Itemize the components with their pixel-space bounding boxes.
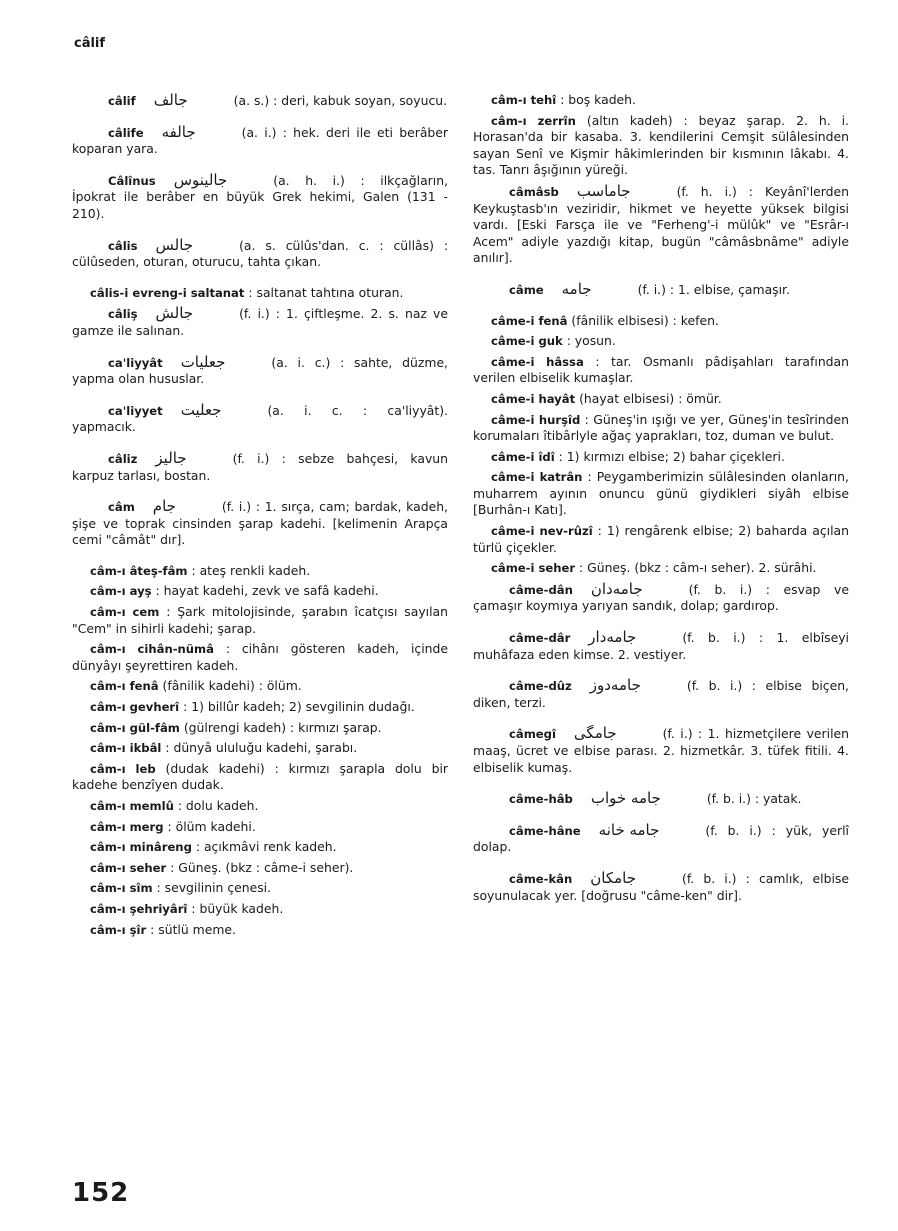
definition: (a. i.) : hek. deri ile eti berâber koparan yara.: [72, 124, 448, 157]
headword: câlif: [108, 94, 136, 108]
dictionary-subentry: [72, 839, 448, 856]
definition: : tar. Osmanlı pâdişahları tarafından verilen elbiselik kumaşlar.: [473, 353, 849, 386]
definition: (a. h. i.) : ilkçağların, İpokrat ile berâber en büyük Grek hekimi, Galen (131 - 210).: [72, 172, 448, 221]
dictionary-subentry: [72, 880, 448, 897]
definition: (a. s. cülûs'dan. c. : cüllâs) : cülûseden, oturan, oturucu, tahta çıkan.: [72, 237, 448, 270]
arabic-script: جامه خانه: [598, 820, 660, 839]
definition: (fânilik kadehi) : ölüm.: [162, 678, 302, 694]
running-header: câlif: [74, 36, 106, 51]
headword: câme-hâb: [509, 792, 573, 807]
right-column: [473, 92, 849, 918]
definition: : sevgilinin çenesi.: [156, 880, 272, 896]
headword: câm-ı memlû: [90, 799, 174, 813]
headword: câm-ı tehî: [491, 93, 557, 107]
dictionary-subentry: [473, 523, 849, 556]
headword: câme-i nev-rûzî: [491, 524, 593, 539]
dictionary-subentry: [72, 583, 448, 600]
dictionary-entry: [72, 92, 448, 110]
headword: câm-ı ikbâl: [90, 741, 162, 756]
headword: câm-ı merg: [90, 819, 164, 834]
dictionary-subentry: [473, 469, 849, 519]
definition: (f. b. i.) : elbise biçen, diken, terzi.: [473, 678, 849, 710]
dictionary-subentry: [473, 354, 849, 387]
dictionary-subentry: [72, 604, 448, 637]
dictionary-subentry: [72, 819, 448, 836]
headword: Câlînus: [108, 173, 156, 188]
headword: câme: [509, 282, 544, 297]
dictionary-subentry: [72, 922, 448, 939]
dictionary-entry: [473, 870, 849, 904]
definition: (a. i. c. : ca'liyyât). yapmacık.: [72, 402, 448, 435]
arabic-script: جالف: [153, 91, 188, 109]
headword: câm-ı cem: [90, 605, 160, 620]
dictionary-entry: [72, 402, 448, 436]
headword: câme-hâne: [509, 823, 581, 838]
headword: câm-ı gül-fâm: [90, 720, 180, 735]
definition: : 1) kırmızı elbise; 2) bahar çiçekleri.: [558, 448, 785, 464]
headword: ca'liyyet: [108, 403, 163, 418]
dictionary-entry: [473, 822, 849, 856]
headword: câm-ı minâreng: [90, 840, 192, 855]
dictionary-subentry: [72, 761, 448, 794]
definition: (f. h. i.) : Keyânî'lerden Keykuştasb'ın veziridir, hikmet ve heyette yüksek bilgisi vardı. [Eski Farsça ile ve "Ferheng'-i mülûk" ve "Esrâr-ı Acem" adiyle yazdığı kitap, bugün "câmâsbnâme" adiyle anılır].: [473, 183, 849, 266]
dictionary-entry: [473, 629, 849, 663]
headword: câmâsb: [509, 184, 559, 199]
headword: câme-i fenâ: [491, 313, 568, 328]
dictionary-entry: [72, 498, 448, 549]
headword: câm-ı zerrîn: [491, 113, 576, 128]
definition: : Güneş'in ışığı ve yer, Güneş'in tesîrinden korumaları îtibârlyle ağaç yaprakları, toz, duman ve bulut.: [473, 411, 849, 444]
arabic-script: جالش: [155, 304, 194, 323]
definition: (f. i.) : 1. çiftleşme. 2. s. naz ve gamze ile salınan.: [72, 306, 448, 338]
dictionary-entry: [72, 354, 448, 388]
definition: : Güneş. (bkz : câm-ı seher). 2. sürâhi.: [579, 560, 817, 576]
definition: : Peygamberimizin sülâlesinden olanların, muharrem ayının onuncu günü giydikleri siyâh elbise [Burhân-ı Katı].: [473, 469, 849, 518]
headword: câm-ı fenâ: [90, 679, 159, 694]
arabic-script: جامه‌دوز: [589, 676, 641, 695]
arabic-script: جامه‌دان: [590, 579, 643, 598]
arabic-script: جالس: [155, 235, 194, 254]
definition: : büyük kadeh.: [191, 900, 284, 916]
definition: (hayat elbisesi) : ömür.: [579, 390, 722, 406]
headword: câm: [108, 500, 135, 515]
headword: câm-ı sîm: [90, 881, 153, 896]
headword: câm-ı seher: [90, 860, 167, 875]
dictionary-subentry: [72, 678, 448, 695]
definition: : açıkmâvi renk kadeh.: [195, 839, 337, 855]
arabic-script: جاماسب: [576, 181, 631, 200]
arabic-script: جالفه: [161, 122, 196, 141]
definition: (f. b. i.) : yük, yerlî dolap.: [473, 822, 849, 855]
headword: câm-ı leb: [90, 761, 156, 776]
definition: (f. i.) : 1. sırça, cam; bardak, kadeh, şişe ve toprak cinsinden şarap kadehi. [kelimenin Arapça cemi "câmât" dır].: [72, 499, 448, 548]
definition: (dudak kadehi) : kırmızı şarapla dolu bir kadehe benzîyen dudak.: [72, 760, 448, 793]
arabic-script: جامه: [561, 279, 592, 298]
headword: câme-i îdî: [491, 449, 555, 464]
dictionary-subentry: [72, 720, 448, 737]
headword: câme-i seher: [491, 561, 576, 576]
headword: câme-kân: [509, 871, 573, 886]
definition: : Güneş. (bkz : câme-i seher).: [170, 859, 354, 875]
headword: câm-ı cihân-nümâ: [90, 642, 214, 657]
dictionary-subentry: [72, 860, 448, 877]
headword: câlife: [108, 125, 144, 140]
headword: câme-i guk: [491, 334, 563, 349]
dictionary-entry: [473, 677, 849, 711]
dictionary-entry: [72, 237, 448, 271]
headword: câm-ı âteş-fâm: [90, 563, 188, 578]
dictionary-entry: [72, 124, 448, 158]
definition: : hayat kadehi, zevk ve safâ kadehi.: [155, 583, 379, 599]
definition: (f. b. i.) : yatak.: [706, 791, 802, 807]
dictionary-subentry: [473, 92, 849, 109]
definition: (fânilik elbisesi) : kefen.: [571, 312, 719, 328]
headword: câme-dâr: [509, 631, 571, 646]
headword: câme-i hurşîd: [491, 412, 581, 427]
definition: : ateş renkli kadeh.: [191, 562, 311, 578]
dictionary-subentry: [473, 113, 849, 179]
arabic-script: جالينوس: [173, 170, 228, 189]
definition: (altın kadeh) : beyaz şarap. 2. h. i. Horasan'da bir kasaba. 3. kendilerini Cemşit sülâlesinden sayan Senî ve Kişmir hâkimlerinden bir kısmının lâkabı. 4. tas. Tanrı âşığının yüreği.: [473, 112, 849, 178]
dictionary-entry: [473, 183, 849, 267]
arabic-script: جامه‌دار: [588, 628, 637, 647]
dictionary-subentry: [473, 560, 849, 577]
arabic-script: جعليات: [180, 352, 226, 371]
headword: câm-ı şîr: [90, 922, 147, 937]
headword: câlis: [108, 238, 138, 253]
arabic-script: جام: [152, 497, 176, 516]
headword: ca'liyyât: [108, 355, 163, 370]
dictionary-subentry: [473, 333, 849, 350]
definition: (a. i. c.) : sahte, düzme, yapma olan hususlar.: [72, 354, 448, 387]
dictionary-entry: [72, 450, 448, 484]
definition: : ölüm kadehi.: [167, 818, 256, 834]
definition: : dünyâ ululuğu kadehi, şarabı.: [165, 740, 358, 756]
dictionary-entry: [473, 581, 849, 615]
arabic-script: جامه خواب: [590, 789, 661, 808]
left-column: [72, 92, 448, 942]
definition: (f. b. i.) : esvap ve çamaşır koymıya yarıyan sandık, dolap; gardırop.: [473, 581, 849, 614]
definition: : cihânı gösteren kadeh, içinde dünyâyı şeyrettiren kadeh.: [72, 641, 448, 673]
dictionary-subentry: [72, 563, 448, 580]
definition: : 1) billûr kadeh; 2) sevgilinin dudağı.: [183, 699, 415, 715]
definition: (f. b. i.) : 1. elbîseyi muhâfaza eden kimse. 2. vestiyer.: [473, 630, 849, 662]
definition: : yosun.: [566, 333, 616, 349]
dictionary-subentry: [473, 391, 849, 408]
definition: (f. b. i.) : camlık, elbise soyunulacak yer. [doğrusu "câme-ken" dir].: [473, 870, 849, 903]
definition: (f. i.) : 1. elbise, çamaşır.: [637, 281, 790, 297]
definition: : sütlü meme.: [150, 921, 236, 937]
definition: : boş kadeh.: [560, 92, 636, 107]
headword: câm-ı şehriyârî: [90, 901, 188, 916]
dictionary-subentry: [72, 285, 448, 302]
page-number: 152: [72, 1178, 130, 1208]
definition: (a. s.) : deri, kabuk soyan, soyucu.: [233, 93, 448, 108]
definition: : dolu kadeh.: [177, 798, 259, 813]
definition: (f. i.) : sebze bahçesi, kavun karpuz tarlası, bostan.: [72, 450, 448, 483]
dictionary-subentry: [473, 449, 849, 466]
arabic-script: جعليت: [180, 400, 222, 419]
arabic-script: جامگی: [573, 724, 617, 743]
dictionary-entry: [473, 725, 849, 776]
dictionary-subentry: [473, 313, 849, 330]
definition: : Şark mitolojisinde, şarabın îcatçısı sayılan "Cem" in sihirli kadehi; şarap.: [72, 604, 448, 636]
headword: câliz: [108, 451, 138, 466]
dictionary-entry: [72, 305, 448, 339]
dictionary-subentry: [72, 901, 448, 918]
headword: câme-dân: [509, 582, 573, 597]
headword: câm-ı gevherî: [90, 700, 180, 715]
headword: câme-i hâssa: [491, 354, 584, 369]
headword: câlis-i evreng-i saltanat: [90, 285, 245, 300]
dictionary-subentry: [72, 699, 448, 716]
headword: câmegî: [509, 727, 556, 742]
definition: (gülrengi kadeh) : kırmızı şarap.: [183, 719, 382, 735]
dictionary-entry: [72, 172, 448, 223]
definition: (f. i.) : 1. hizmetçilere verilen maaş, ücret ve elbise parası. 2. hizmetkâr. 3. tüfek fitili. 4. elbiselik kumaş.: [473, 726, 849, 775]
dictionary-subentry: [72, 798, 448, 815]
headword: câliş: [108, 307, 138, 322]
arabic-script: جاليز: [155, 448, 187, 467]
arabic-script: جامکان: [590, 868, 636, 887]
dictionary-subentry: [473, 412, 849, 445]
definition: : 1) rengârenk elbise; 2) baharda açılan türlü çiçekler.: [473, 523, 849, 555]
headword: câme-i hayât: [491, 391, 576, 406]
headword: câme-i katrân: [491, 470, 583, 485]
dictionary-entry: [473, 281, 849, 299]
dictionary-entry: [473, 790, 849, 808]
headword: câm-ı ayş: [90, 584, 152, 599]
dictionary-subentry: [72, 740, 448, 757]
dictionary-subentry: [72, 641, 448, 674]
definition: : saltanat tahtına oturan.: [248, 284, 404, 300]
headword: câme-dûz: [509, 679, 572, 694]
